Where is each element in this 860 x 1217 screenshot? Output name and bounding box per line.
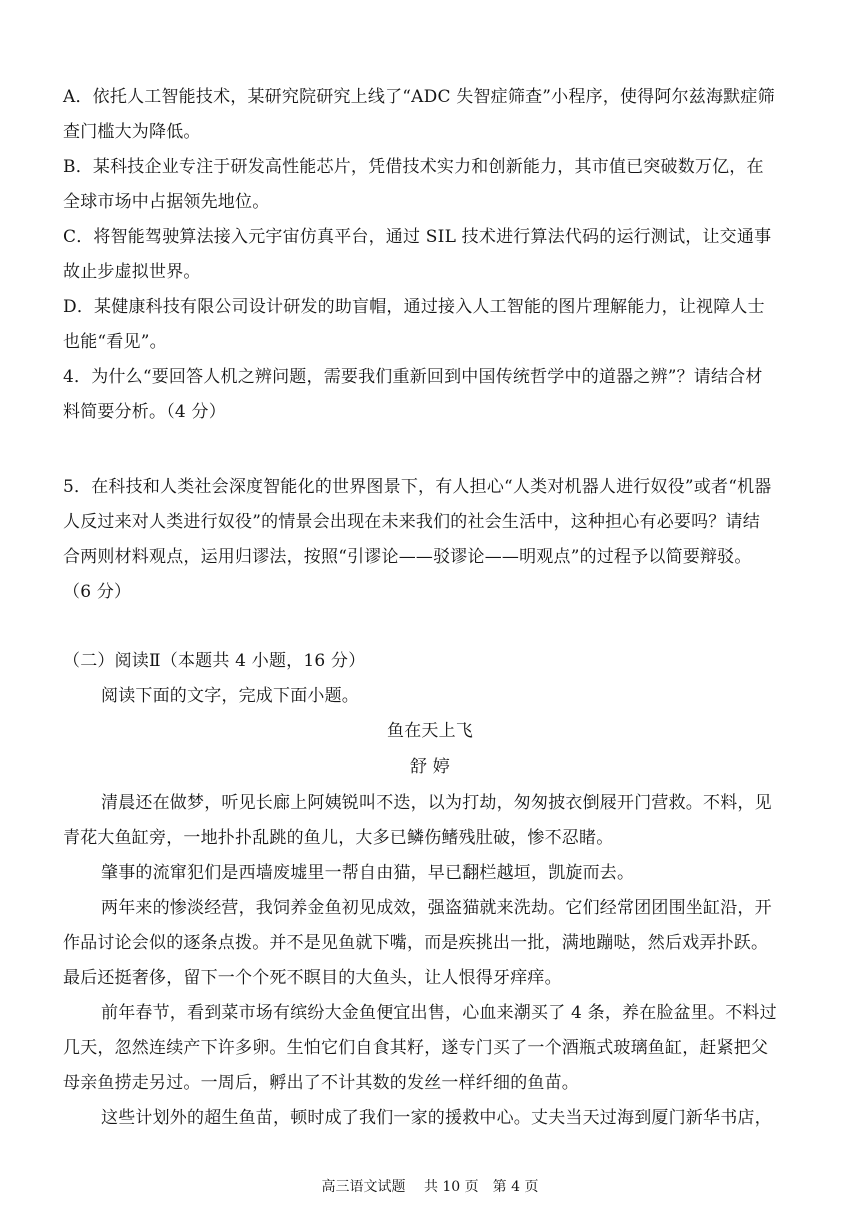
question-5-line-2: 人反过来对人类进行奴役”的情景会出现在未来我们的社会生活中，这种担心有必要吗？请结	[63, 512, 760, 532]
option-d-line-2: 也能“看见”。	[63, 332, 167, 352]
option-a-line-1: A．依托人工智能技术，某研究院研究上线了“ADC 失智症筛查”小程序，使得阿尔兹海默症筛	[63, 87, 775, 107]
paragraph-3-line-1: 两年来的惨淡经营，我饲养金鱼初见成效，强盗猫就来洗劫。它们经常团团围坐缸沿，开	[101, 898, 772, 918]
article-author: 舒 婷	[409, 757, 450, 777]
option-a-line-2: 查门槛大为降低。	[63, 122, 201, 142]
paragraph-4-line-3: 母亲鱼捞走另过。一周后，孵出了不计其数的发丝一样纤细的鱼苗。	[63, 1073, 579, 1093]
paragraph-3-line-2: 作品讨论会似的逐条点拨。并不是见鱼就下嘴，而是疾挑出一批，满地蹦哒，然后戏弄扑跃。	[63, 933, 769, 953]
question-5-line-3: 合两则材料观点，运用归谬法，按照“引谬论——驳谬论——明观点”的过程予以简要辩驳。	[63, 547, 752, 567]
reading-instruction: 阅读下面的文字，完成下面小题。	[101, 686, 359, 706]
section-title: （二）阅读Ⅱ（本题共 4 小题，16 分）	[63, 651, 366, 671]
page-footer: 高三语文试题 共 10 页 第 4 页	[321, 1179, 539, 1195]
paragraph-4-line-1: 前年春节，看到菜市场有缤纷大金鱼便宜出售，心血来潮买了 4 条，养在脸盆里。不料过	[101, 1003, 777, 1023]
question-4-line-1: 4．为什么“要回答人机之辨问题，需要我们重新回到中国传统哲学中的道器之辨”？请结合材	[63, 367, 763, 387]
option-b-line-1: B．某科技企业专注于研发高性能芯片，凭借技术实力和创新能力，其市值已突破数万亿，在	[63, 157, 764, 177]
paragraph-1-line-1: 清晨还在做梦，听见长廊上阿姨锐叫不迭，以为打劫，匆匆披衣倒屐开门营救。不料，见	[101, 793, 772, 813]
article-title: 鱼在天上飞	[387, 721, 473, 741]
option-d-line-1: D．某健康科技有限公司设计研发的助盲帽，通过接入人工智能的图片理解能力，让视障人士	[63, 297, 765, 317]
question-5-line-1: 5．在科技和人类社会深度智能化的世界图景下，有人担心“人类对机器人进行奴役”或者“机器	[63, 477, 772, 497]
paragraph-1-line-2: 青花大鱼缸旁，一地扑扑乱跳的鱼儿，大多已鳞伤鳍残肚破，惨不忍睹。	[63, 828, 614, 848]
option-c-line-1: C．将智能驾驶算法接入元宇宙仿真平台，通过 SIL 技术进行算法代码的运行测试，让交通事	[63, 227, 772, 247]
question-5-line-4: （6 分）	[63, 582, 132, 602]
paragraph-4-line-2: 几天，忽然连续产下许多卵。生怕它们自食其籽，遂专门买了一个酒瓶式玻璃鱼缸，赶紧把父	[63, 1038, 769, 1058]
paragraph-2-line-1: 肇事的流窜犯们是西墙废墟里一帮自由猫，早已翻栏越垣，凯旋而去。	[101, 863, 635, 883]
paragraph-3-line-3: 最后还挺奢侈，留下一个个死不瞑目的大鱼头，让人恨得牙痒痒。	[63, 968, 562, 988]
paragraph-5-line-1: 这些计划外的超生鱼苗，顿时成了我们一家的援救中心。丈夫当天过海到厦门新华书店，	[101, 1108, 772, 1128]
option-b-line-2: 全球市场中占据领先地位。	[63, 192, 270, 212]
question-4-line-2: 料简要分析。（4 分）	[63, 402, 226, 422]
option-c-line-2: 故止步虚拟世界。	[63, 262, 201, 282]
